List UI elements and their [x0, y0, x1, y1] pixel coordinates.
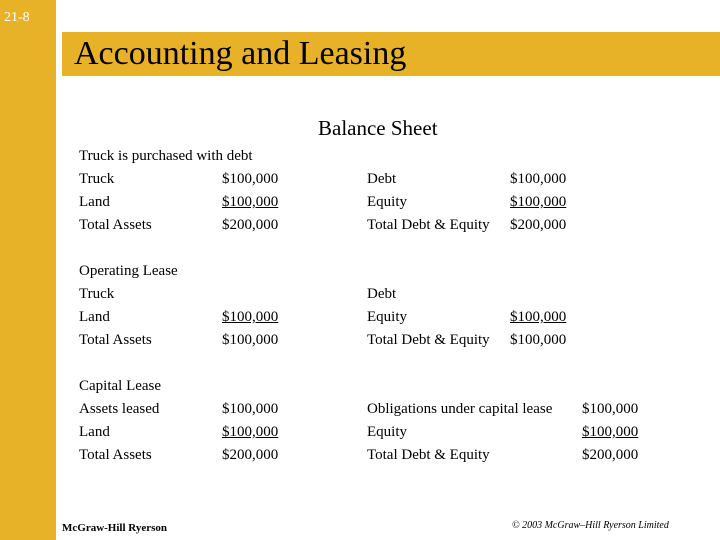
asset-label: Truck	[79, 286, 115, 302]
asset-value: $100,000	[222, 194, 279, 210]
asset-value: $100,000	[222, 401, 279, 417]
liability-value: $100,000	[510, 171, 567, 187]
liability-value: $100,000	[582, 401, 639, 417]
total-assets-label: Total Assets	[79, 447, 152, 463]
liability-label: Debt	[367, 171, 397, 187]
asset-label: Assets leased	[79, 401, 160, 417]
equity-label: Equity	[367, 194, 407, 210]
equity-value: $100,000	[510, 309, 567, 325]
section-heading-capital-lease: Capital Lease	[79, 378, 162, 394]
liability-label: Obligations under capital lease	[367, 401, 553, 417]
asset-value: $100,000	[222, 309, 279, 325]
slide-title: Accounting and Leasing	[74, 35, 407, 72]
total-debt-equity-value: $100,000	[510, 332, 567, 348]
total-assets-label: Total Assets	[79, 217, 152, 233]
asset-value: $100,000	[222, 171, 279, 187]
equity-value: $100,000	[582, 424, 639, 440]
total-debt-equity-value: $200,000	[510, 217, 567, 233]
total-debt-equity-label: Total Debt & Equity	[367, 217, 490, 233]
liability-label: Debt	[367, 286, 397, 302]
total-assets-value: $200,000	[222, 447, 279, 463]
equity-value: $100,000	[510, 194, 567, 210]
asset-label: Land	[79, 309, 110, 325]
total-assets-value: $100,000	[222, 332, 279, 348]
section-heading-purchase: Truck is purchased with debt	[79, 148, 253, 164]
slide-number: 21-8	[4, 10, 30, 25]
asset-label: Land	[79, 424, 110, 440]
equity-label: Equity	[367, 309, 407, 325]
total-assets-value: $200,000	[222, 217, 279, 233]
total-debt-equity-value: $200,000	[582, 447, 639, 463]
asset-value: $100,000	[222, 424, 279, 440]
publisher-footer: McGraw-Hill Ryerson	[62, 522, 168, 534]
equity-label: Equity	[367, 424, 407, 440]
balance-sheet-heading: Balance Sheet	[318, 116, 438, 140]
total-assets-label: Total Assets	[79, 332, 152, 348]
sidebar-accent	[0, 0, 56, 540]
asset-label: Land	[79, 194, 110, 210]
asset-label: Truck	[79, 171, 115, 187]
section-heading-operating-lease: Operating Lease	[79, 263, 178, 279]
copyright-footer: © 2003 McGraw–Hill Ryerson Limited	[512, 520, 669, 531]
total-debt-equity-label: Total Debt & Equity	[367, 332, 490, 348]
total-debt-equity-label: Total Debt & Equity	[367, 447, 490, 463]
